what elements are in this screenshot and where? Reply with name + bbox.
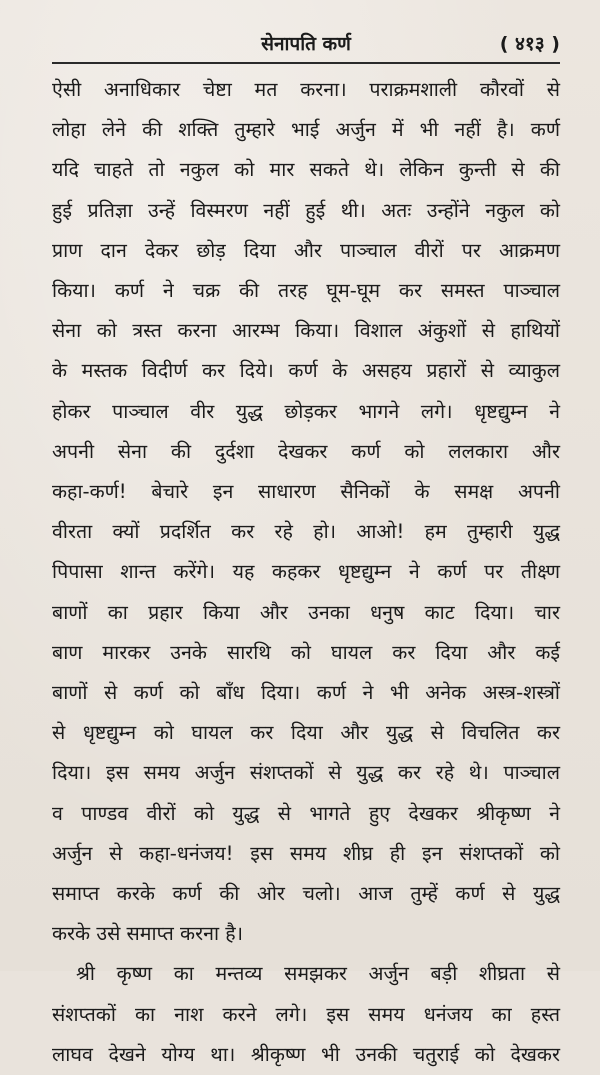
text-line: प्राण दान देकर छोड़ दिया और पाञ्चाल वीरों पर आक्रमण (52, 238, 560, 262)
text-line: सेना को त्रस्त करना आरम्भ किया। विशाल अंकुशों से हाथियों (52, 319, 560, 343)
text-line: व पाण्डव वीरों को युद्ध से भागते हुए देखकर श्रीकृष्ण ने (52, 801, 560, 825)
text-line: कहा-कर्ण! बेचारे इन साधारण सैनिकों के समक्ष अपनी (52, 480, 560, 504)
text-line: हुई प्रतिज्ञा उन्हें विस्मरण नहीं हुई थी। अतः उन्होंने नकुल को (52, 198, 560, 222)
text-line: किया। कर्ण ने चक्र की तरह घूम-घूम कर समस्त पाञ्चाल (52, 279, 560, 303)
text-line: लोहा लेने की शक्ति तुम्हारे भाई अर्जुन में भी नहीं है। कर्ण (52, 118, 560, 142)
body-text (52, 70, 560, 1075)
page-number: ( ४१३ ) (499, 33, 560, 55)
text-line: यदि चाहते तो नकुल को मार सकते थे। लेकिन कुन्ती से की (52, 158, 560, 182)
running-title: सेनापति कर्ण (261, 33, 351, 55)
text-line: वीरता क्यों प्रदर्शित कर रहे हो। आओ! हम तुम्हारी युद्ध (52, 520, 560, 544)
text-line: करके उसे समाप्त करना है। (52, 922, 244, 946)
text-line: दिया। इस समय अर्जुन संशप्तकों से युद्ध कर रहे थे। पाञ्चाल (52, 761, 560, 785)
text-line: पिपासा शान्त करेंगे। यह कहकर धृष्टद्युम्न ने कर्ण पर तीक्ष्ण (52, 560, 560, 584)
text-line: अपनी सेना की दुर्दशा देखकर कर्ण को ललकारा और (52, 439, 560, 463)
text-line: लाघव देखने योग्य था। श्रीकृष्ण भी उनकी चतुराई को देखकर (52, 1042, 560, 1066)
text-line: बाणों का प्रहार किया और उनका धनुष काट दिया। चार (52, 600, 560, 624)
text-line: बाण मारकर उनके सारथि को घायल कर दिया और कई (52, 640, 560, 664)
text-line: के मस्तक विदीर्ण कर दिये। कर्ण के असहय प्रहारों से व्याकुल (52, 359, 560, 383)
text-line: श्री कृष्ण का मन्तव्य समझकर अर्जुन बड़ी शीघ्रता से (76, 962, 560, 986)
text-line: समाप्त करके कर्ण की ओर चलो। आज तुम्हें कर्ण से युद्ध (52, 882, 560, 906)
page-header (52, 28, 560, 64)
text-line: संशप्तकों का नाश करने लगे। इस समय धनंजय का हस्त (52, 1002, 560, 1026)
text-line: होकर पाञ्चाल वीर युद्ध छोड़कर भागने लगे। धृष्टद्युम्न ने (52, 399, 560, 423)
text-line: ऐसी अनाधिकार चेष्टा मत करना। पराक्रमशाली कौरवों से (52, 78, 560, 101)
text-line: से धृष्टद्युम्न को घायल कर दिया और युद्ध से विचलित कर (52, 721, 560, 745)
text-line: अर्जुन से कहा-धनंजय! इस समय शीघ्र ही इन संशप्तकों को (52, 841, 560, 865)
text-line: बाणों से कर्ण को बाँध दिया। कर्ण ने भी अनेक अस्त्र-शस्त्रों (52, 681, 560, 705)
